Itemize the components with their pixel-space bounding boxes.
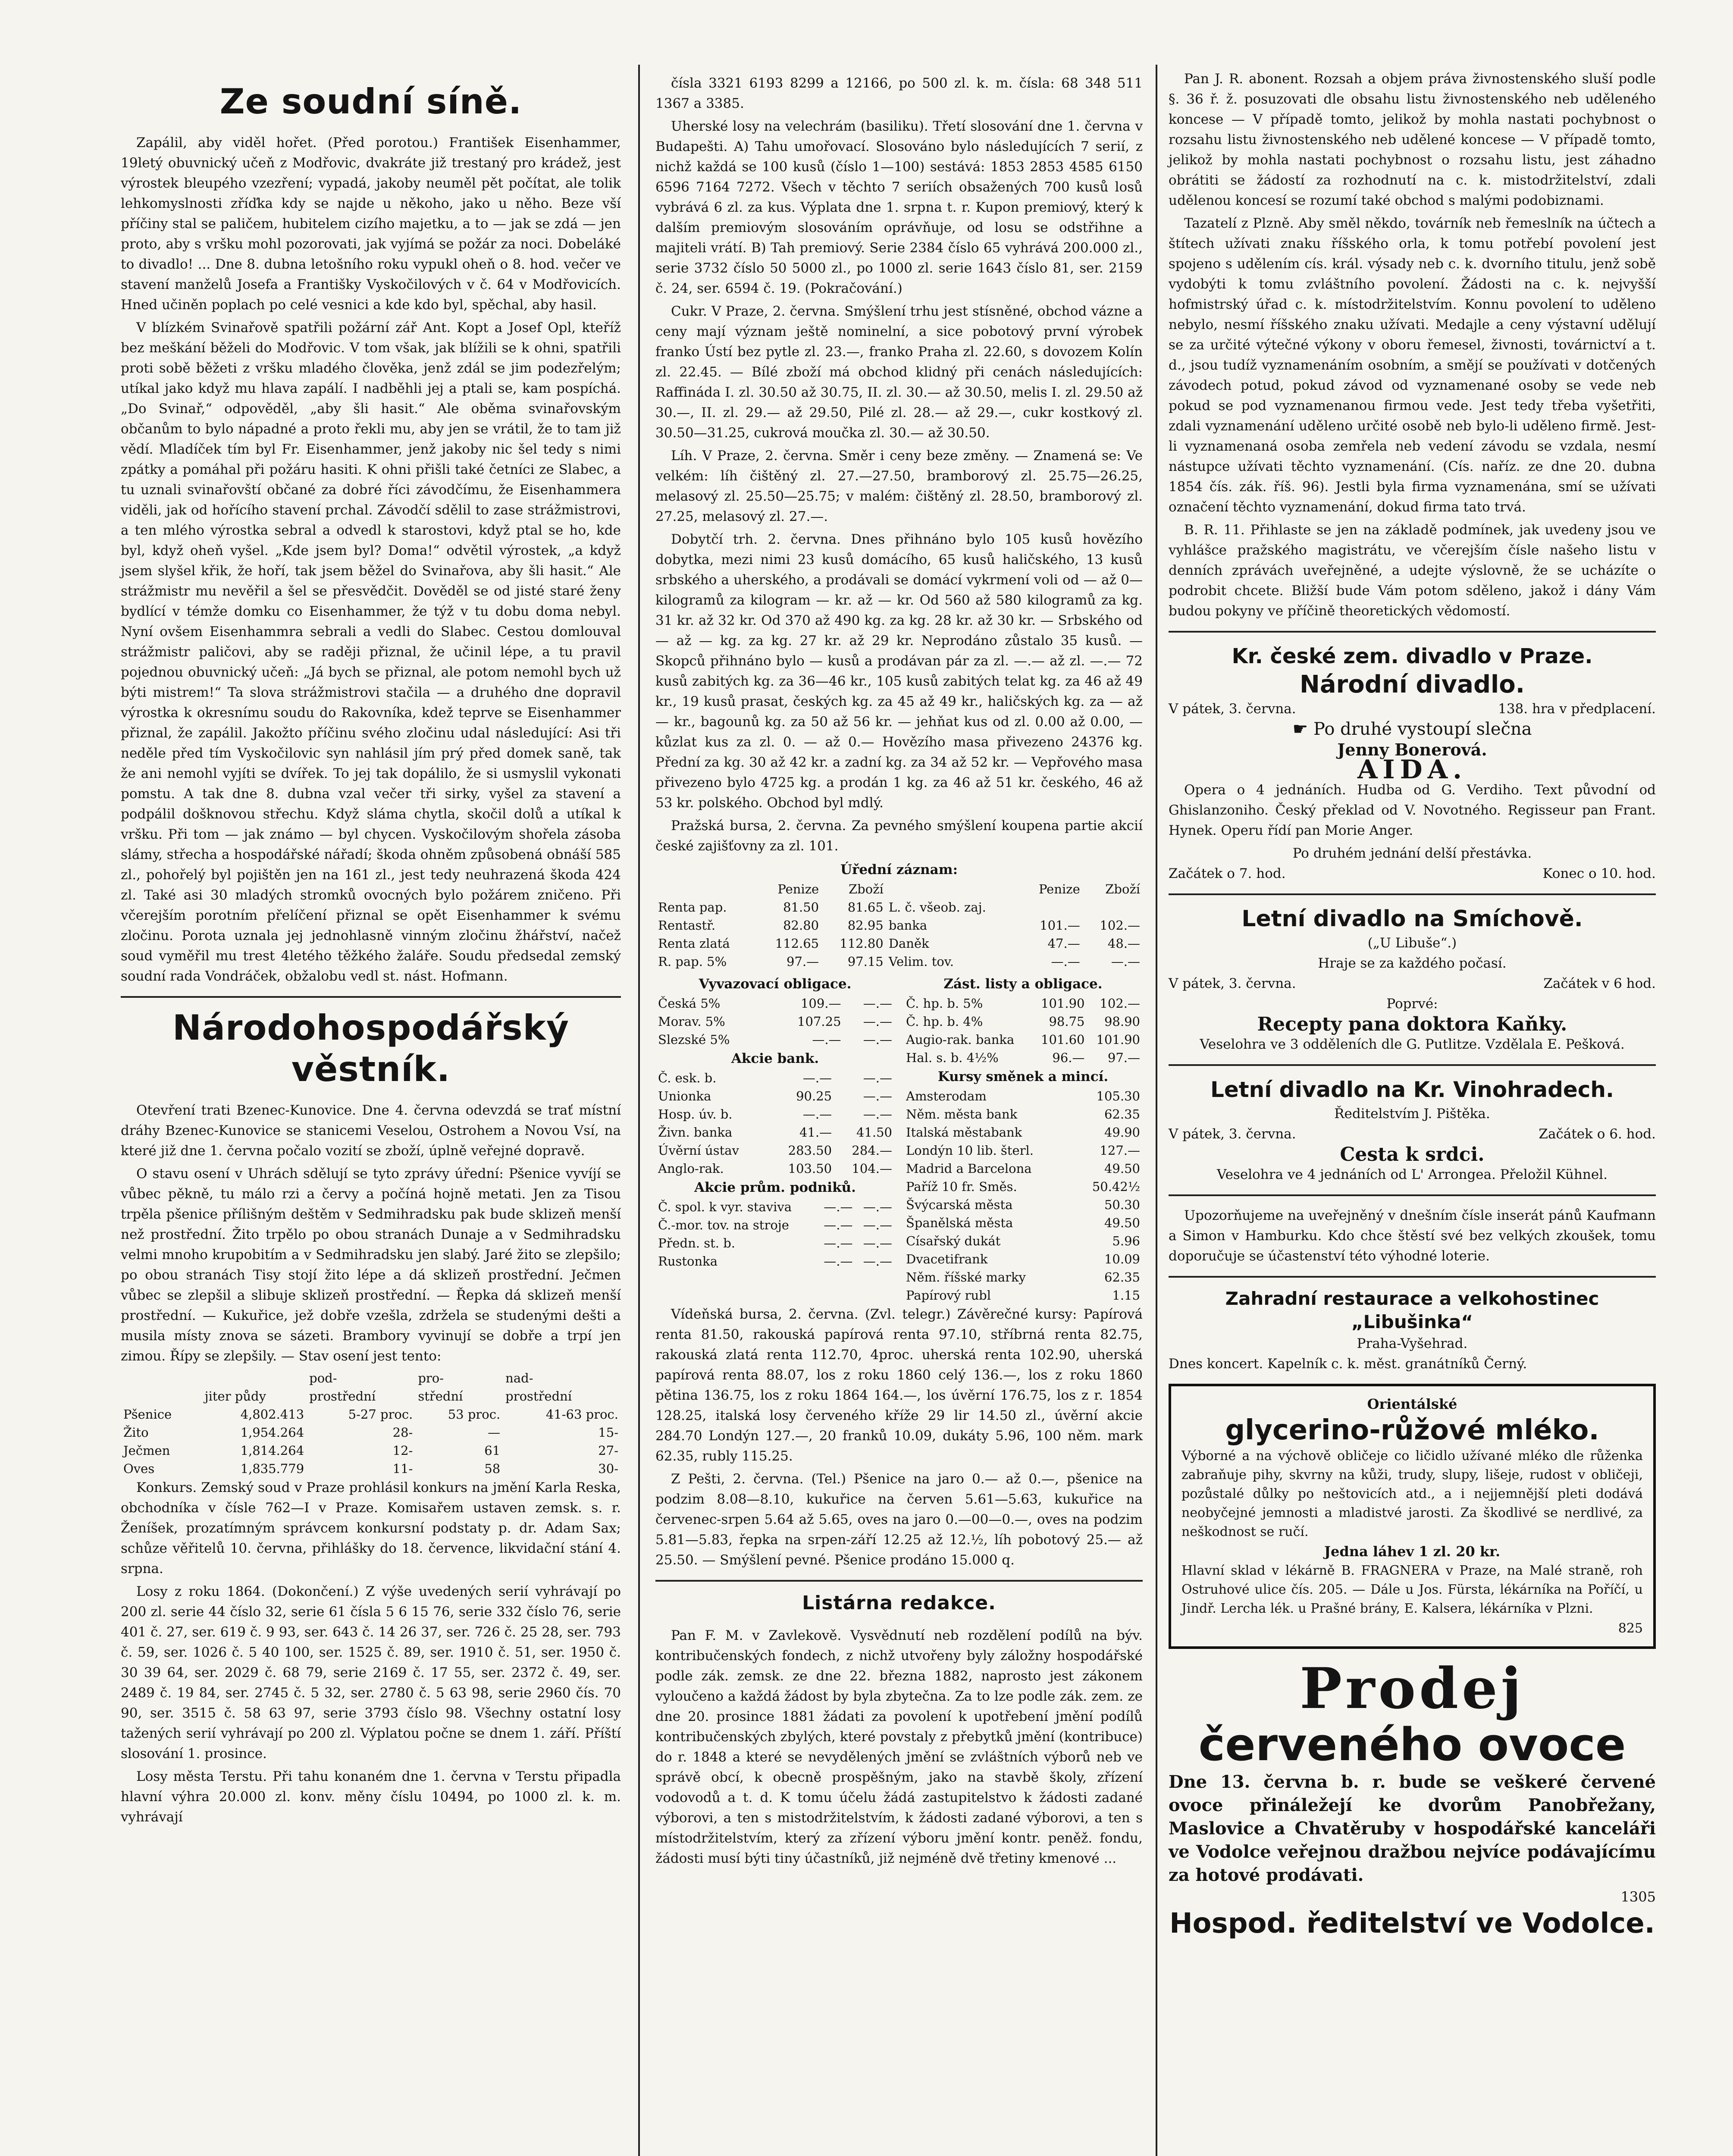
- table-cell: [1022, 898, 1083, 916]
- table-cell: Londýn 10 lib. šterl.: [906, 1143, 1034, 1158]
- table-cell: Renta pap.: [658, 900, 727, 915]
- table-cell: Rustonka: [658, 1254, 718, 1269]
- milk-ad: [1169, 1384, 1656, 1649]
- market-paragraph: Z Pešti, 2. června. (Tel.) Pšenice na jaro 0.— až 0.—, pšenice na podzim 8.08—8.10, kukuřice na červen 5.61—5.63, kukuřice na červenec-srpen 5.64 až 5.65, oves na jaro 0.—00—0.—, oves na podzim 5.81—5.83, řepka na srpen-září 12.25 až 12.½, líh pobotový 25.— až 25.50. — Smýšlení pevné. Pšenice prodáno 15.000 q.: [655, 1471, 1143, 1568]
- table-row: [655, 1198, 895, 1216]
- theatre-vinohrady-dateline: [1169, 1124, 1656, 1144]
- table-row: [903, 1141, 1143, 1159]
- table-cell: Úvěrní ústav: [658, 1143, 739, 1158]
- quotes-right: [903, 974, 1143, 1304]
- table-header-cell: nad-: [505, 1371, 533, 1385]
- table-cell: 97.—: [1107, 1050, 1140, 1065]
- table-cell: Anglo-rak.: [658, 1161, 724, 1176]
- table-cell: 5.96: [1112, 1234, 1140, 1248]
- table-header-row: [121, 1387, 621, 1405]
- table-header-cell: Penize: [777, 882, 819, 896]
- theatre-vinohrady-title: Letní divadlo na Kr. Vinohradech.: [1210, 1077, 1614, 1102]
- milk-ad-kicker: Orientálské: [1367, 1396, 1457, 1412]
- table-cell: 61: [484, 1443, 501, 1458]
- table-cell: 1,954.264: [240, 1425, 304, 1440]
- table-cell: —.—: [863, 1200, 892, 1214]
- table-cell: 5-27 proc.: [348, 1407, 413, 1422]
- table-row: [903, 1214, 1143, 1232]
- garden-text: Dnes koncert. Kapelník c. k. měst. granátníků Černý.: [1169, 1356, 1527, 1372]
- table-row: [903, 1178, 1143, 1196]
- table-cell: 58: [484, 1461, 501, 1476]
- table-cell: Paříž 10 fr. Směs.: [906, 1179, 1017, 1194]
- table-cell: 105.30: [1096, 1089, 1140, 1103]
- quotes-table: [655, 880, 1143, 971]
- bonds2-title: Zást. listy a obligace.: [943, 976, 1103, 992]
- table-cell: 102.—: [1100, 996, 1140, 1011]
- theatre-date: V pátek, 3. června.: [1169, 1126, 1296, 1142]
- theatre-guest: [1169, 719, 1656, 740]
- theatre-national-dateline: [1169, 699, 1656, 719]
- fx-table: [903, 1087, 1143, 1304]
- table-row: [655, 898, 1143, 916]
- table-cell: Dvacetifrank: [906, 1252, 988, 1266]
- shares-title: Akcie bank.: [731, 1051, 819, 1066]
- table-cell: Rentastř.: [658, 918, 716, 933]
- table-row: [903, 1031, 1143, 1049]
- quotes-title: Úřední záznam:: [840, 862, 958, 877]
- table-row: [655, 934, 1143, 953]
- prodej-sign: Hospod. ředitelství ve Vodolce.: [1169, 1908, 1655, 1940]
- table-cell: Česká 5%: [658, 996, 721, 1011]
- prodej-body: Dne 13. června b. r. bude se veškeré červené ovoce přináležejí ke dvorům Panobřežany, Maslovice a Chvatěruby v hospodářské kanceláři ve Vodolce veřejnou dražbou nejvíce podávajícímu za hotové prodávati.: [1169, 1772, 1656, 1885]
- table-cell: 49.50: [1104, 1216, 1140, 1230]
- listarna-title: Listárna redakce.: [802, 1592, 996, 1614]
- table-cell: 15-: [598, 1425, 618, 1440]
- table-cell: —.—: [863, 1089, 892, 1103]
- table-cell: 107.25: [797, 1014, 841, 1029]
- table-cell: 109.—: [800, 996, 841, 1011]
- table-cell: 41.50: [856, 1125, 892, 1140]
- table-row: [655, 1123, 895, 1141]
- table-cell: —.—: [863, 1218, 892, 1232]
- theatre-end: Konec o 10. hod.: [1542, 866, 1656, 881]
- table-row: [655, 1234, 895, 1252]
- table-cell: Papírový rubl: [906, 1288, 991, 1303]
- table-cell: 82.95: [847, 918, 884, 933]
- table-cell: 284.—: [852, 1143, 892, 1158]
- table-cell: 97.15: [847, 954, 884, 969]
- table-row: [903, 1049, 1143, 1067]
- shares-table: [655, 1069, 895, 1178]
- table-cell: 4,802.413: [240, 1407, 304, 1422]
- theatre-national-subtitle: Národní divadlo.: [1300, 671, 1525, 699]
- table-row: [655, 1012, 895, 1031]
- court-paragraph: Zapálil, aby viděl hořet. (Před porotou.) František Eisenhammer, 19letý obuvnický učeň z Modřovic, dvakráte již trestaný pro krádež, jest výrostek bleupého vzezření; vypadá, jakoby neuměl pět počítat, ale tolik lehkomyslnosti zříďka kdy se najde u někoho, jako u něho. Beze vší příčiny stal se paličem, hubitelem cizího majetku, a to — jak se zdá — jen proto, aby s vršku mohl pozorovati, jak vyjímá se požár za noci. Dobeláké to divadlo! ... Dne 8. dubna letošního roku vypukl oheň o 8. hod. večer ve stavení manželů Josefa a Františky Vyskočilových v č. 64 v Modřovicích. Hned učiněn poplach po celé vesnici a kde kdo byl, spěchal, aby hasil.: [121, 135, 621, 313]
- table-row: [903, 1159, 1143, 1178]
- section-divider: [121, 996, 621, 998]
- table-cell: Č. spol. k vyr. staviva: [658, 1200, 792, 1214]
- table-cell: Pšenice: [123, 1407, 172, 1422]
- table-cell: —.—: [863, 1071, 892, 1085]
- market-paragraph: Cukr. V Praze, 2. června. Smýšlení trhu jest stísněné, obchod vázne a ceny mají význam ještě nominelní, a sice pobotový první výrobek franko Ústí bez pytle zl. 23.—, franko Praha zl. 22.60, s dovozem Kolín zl. 22.45. — Bílé zboží má obchod klidný při cenách následujících: Raffináda I. zl. 30.50 až 30.75, II. zl. 30.— až 30.50, melis I. zl. 29.50 až 30.—, II. zl. 29.— až 29.50, Pilé zl. 28.— až 29.—, cukr kostkový zl. 30.50—31.25, cukrová moučka zl. 30.— až 30.50.: [655, 304, 1143, 441]
- section-divider: [1169, 631, 1656, 633]
- table-row: [903, 1268, 1143, 1286]
- table-row: [655, 1087, 895, 1105]
- reply-paragraph: B. R. 11. Přihlaste se jen na základě podmínek, jak uvedeny jsou ve vyhlášce pražského magistrátu, ve včerejším čísle našeho listu v denních zprávách uveřejněné, a udejte výslovně, že se ucházíte o podrobit chcete. Bližší bude Vám potom sděleno, jakož i dány Vám budou pokyny ve příčině theoretických vědomostí.: [1169, 522, 1656, 619]
- industry-title: Akcie prům. podniků.: [694, 1180, 856, 1195]
- table-cell: Morav. 5%: [658, 1014, 725, 1029]
- table-cell: —.—: [863, 1014, 892, 1029]
- table-cell: Renta zlatá: [658, 936, 730, 951]
- table-cell: Č. esk. b.: [658, 1071, 717, 1085]
- table-cell: 98.75: [1049, 1014, 1085, 1029]
- table-cell: 98.90: [1104, 1014, 1140, 1029]
- table-cell: 127.—: [1100, 1143, 1140, 1158]
- table-cell: Velim. tov.: [888, 954, 954, 969]
- quotes-left: [655, 974, 895, 1304]
- table-row: [655, 1105, 895, 1123]
- table-row: [655, 1216, 895, 1234]
- table-cell: 1.15: [1112, 1288, 1140, 1303]
- table-cell: Hal. s. b. 4½%: [906, 1050, 999, 1065]
- theatre-perf: 138. hra v předplacení.: [1498, 701, 1656, 717]
- table-cell: —.—: [824, 1200, 853, 1214]
- column-rule: [1156, 65, 1157, 2156]
- table-cell: 97.—: [787, 954, 819, 969]
- table-cell: Něm. města bank: [906, 1107, 1018, 1122]
- table-cell: 62.35: [1104, 1270, 1140, 1285]
- table-cell: Španělská města: [906, 1216, 1013, 1230]
- theatre-smichov-dateline: [1169, 974, 1656, 994]
- table-cell: 50.30: [1104, 1197, 1140, 1212]
- table-cell: Č. hp. b. 4%: [906, 1014, 983, 1029]
- milk-ad-body: Výborné a na výchově obličeje co ličidlo užívané mléko dle růženka zabraňuje pihy, skvrny na kůži, trudy, slupy, lišeje, rudost v obličeji, pozůstalé důlky po neštovicích atd., a i nejjemnější pleti dodává neobyčejné jemnosti a mladistvé jarosti. Za škodlivé se nerdlivé, za neškodnost se ručí.: [1181, 1448, 1643, 1539]
- table-cell: 49.90: [1104, 1125, 1140, 1140]
- table-cell: L. č. všeob. zaj.: [888, 900, 986, 915]
- table-cell: 49.50: [1104, 1161, 1140, 1176]
- industry-table: [655, 1198, 895, 1270]
- table-cell: Daněk: [888, 936, 929, 951]
- economy-paragraph: Losy města Terstu. Při tahu konaném dne 1. června v Terstu připadla hlavní výhra 20.000 zl. konv. měny číslu 10494, po 1000 zl. k. m. vyhrávají: [121, 1769, 621, 1825]
- table-row: [655, 953, 1143, 971]
- table-cell: 81.50: [783, 900, 819, 915]
- theatre-opera: AIDA.: [1357, 755, 1467, 785]
- table-cell: Něm. říšské marky: [906, 1270, 1026, 1285]
- table-header-cell: Zboží: [849, 882, 884, 896]
- table-header-cell: Zboží: [1105, 882, 1140, 896]
- economy-paragraph: Otevření trati Bzenec-Kunovice. Dne 4. června odevzdá se trať místní dráhy Bzenec-Kunovice se stanicemi Veselou, Ostrohem a Novou Vsí, na které již dne 1. června počalo vozití se zboží, úplně veřejné dopravě.: [121, 1103, 621, 1159]
- table-cell: 103.50: [788, 1161, 832, 1176]
- economy-paragraph: O stavu osení v Uhrách sdělují se tyto zprávy úřední: Pšenice vyvíjí se vůbec pěkně, tu málo rzi a červy a počíná hojně metati. Jen za Tisou trpěla pšenice přílišným deštěm v Sedmihradsku pak bude sklizeň menší než prostřední. Žito trpělo po obou stranách Dunaje a v Sedmihradsku velmi mnoho krupobitím a v Sedmihradsku jen slabý. Jaré žito se zlepšilo; po obou stranách Tisy stojí žito lépe a dá sklizeň prostřední. Ječmen vůbec se zlepšil a slibuje sklizeň prostřední. — Řepka dá sklizeň menší prostřední. — Kukuřice, jež dobře vzešla, zdržela se studenými dešti a musila místy znova se sázeti. Brambory vyvinují se dobře a trpí jen zimou. Řípy se zlepšily. — Stav osení jest tento:: [121, 1166, 621, 1364]
- theatre-smichov-desc: Veselohra ve 3 odděleních dle G. Putlitze. Vzdělala E. Pešková.: [1200, 1037, 1625, 1052]
- table-row: [655, 1252, 895, 1270]
- fx-title: Kursy směnek a mincí.: [937, 1069, 1109, 1084]
- prodej-title: Prodej: [1300, 1655, 1525, 1721]
- table-header-cell: pro-: [418, 1371, 444, 1385]
- table-cell: —.—: [863, 1254, 892, 1269]
- table-row: [903, 1087, 1143, 1105]
- bonds-table: [655, 994, 895, 1049]
- table-cell: —.—: [863, 1032, 892, 1047]
- theatre-smichov-play: Recepty pana doktora Kaňky.: [1257, 1013, 1567, 1035]
- table-header-cell: střední: [418, 1389, 463, 1404]
- table-cell: 101.60: [1041, 1032, 1085, 1047]
- pointing-hand-icon: ☛: [1292, 719, 1308, 739]
- table-header-cell: prostřední: [505, 1389, 572, 1404]
- market-paragraph: Vídeňská bursa, 2. června. (Zvl. telegr.) Závěrečné kursy: Papírová renta 81.50, rakouská papírová renta 97.10, stříbrná renta 82.75, rakouská zlatá renta 112.70, 4proc. uherská renta 102.90, uherská papírová renta 88.07, los z roku 1860 celý 136.—, los z roku 1860 pětina 136.75, los z roku 1864 164.—, los úvěrní 176.75, los z r. 1854 128.25, italská losy červeného kříže 29 lir 14.50 zl., úvěrní akcie 284.70 Londýn 127.—, 20 franků 10.09, dukáty 5.96, 100 něm. mark 62.35, rubly 115.25.: [655, 1307, 1143, 1464]
- table-cell: Madrid a Barcelona: [906, 1161, 1032, 1176]
- table-cell: Amsterodam: [906, 1089, 987, 1103]
- table-row: [121, 1423, 621, 1442]
- milk-ad-price: Jedna láhev 1 zl. 20 kr.: [1324, 1543, 1501, 1560]
- theatre-vinohrady-sub: Ředitelstvím J. Pištěka.: [1334, 1106, 1490, 1122]
- table-cell: —.—: [863, 996, 892, 1011]
- theatre-start: Začátek o 6. hod.: [1539, 1126, 1656, 1142]
- theatre-desc: Opera o 4 jednáních. Hudba od G. Verdiho. Text původní od Ghislanzoniho. Český překlad od V. Novotného. Regisseur pan Frant. Hynek. Operu řídí pan Morie Anger.: [1169, 782, 1656, 838]
- bonds-title: Vyvazovací obligace.: [699, 976, 852, 992]
- table-cell: 41.—: [799, 1125, 832, 1140]
- table-row: [903, 1286, 1143, 1304]
- garden-sub: Praha-Vyšehrad.: [1357, 1336, 1468, 1351]
- section-divider: [1169, 893, 1656, 895]
- table-cell: 101.90: [1041, 996, 1085, 1011]
- table-cell: 10.09: [1104, 1252, 1140, 1266]
- table-cell: Císařský dukát: [906, 1234, 1001, 1248]
- table-cell: 11-: [392, 1461, 413, 1476]
- section-divider: [1169, 1276, 1656, 1278]
- table-cell: 104.—: [852, 1161, 892, 1176]
- theatre-date: V pátek, 3. června.: [1169, 976, 1296, 991]
- table-cell: Předn. st. b.: [658, 1236, 735, 1250]
- court-section-title: Ze soudní síně.: [219, 81, 522, 122]
- table-cell: —.—: [812, 1032, 841, 1047]
- table-cell: 48.—: [1107, 936, 1140, 951]
- table-header-cell: prostřední: [309, 1389, 376, 1404]
- table-row: [121, 1442, 621, 1460]
- table-cell: —.—: [802, 1107, 832, 1122]
- theatre-vinohrady-desc: Veselohra ve 4 jednáních od L' Arrongea. Přeložil Kühnel.: [1217, 1167, 1608, 1182]
- table-cell: Slezské 5%: [658, 1032, 730, 1047]
- table-header-cell: pod-: [309, 1371, 337, 1385]
- theatre-smichov-note: Hraje se za každého počasí.: [1318, 956, 1507, 971]
- table-cell: 41-63 proc.: [545, 1407, 618, 1422]
- table-cell: 90.25: [796, 1089, 832, 1103]
- table-row: [655, 1159, 895, 1178]
- notice-paragraph: Upozorňujeme na uveřejněný v dnešním čísle inserát pánů Kaufmann a Simon v Hamburku. Kdo chce štěstí své bez velkých zkoušek, tomu doporučuje se účastenství této výhodné loterie.: [1169, 1208, 1656, 1264]
- table-cell: 30-: [598, 1461, 618, 1476]
- table-cell: 50.42½: [1092, 1179, 1140, 1194]
- table-header-cell: jiter půdy: [204, 1389, 266, 1404]
- table-row: [655, 1031, 895, 1049]
- prodej-number: 1305: [1620, 1889, 1656, 1905]
- economy-paragraph: Konkurs. Zemský soud v Praze prohlásil konkurs na jmění Karla Reska, obchodníka v čísle 762—I v Praze. Komisařem ustaven zemsk. s. r. Ženíšek, prozatímným správcem konkursní podstaty p. dr. Adam Sax; schůze věřitelů 10. června, přihlášky do 18. července, likvidační stání 4. srpna.: [121, 1480, 621, 1576]
- table-cell: 62.35: [1104, 1107, 1140, 1122]
- table-header-row: [121, 1369, 621, 1387]
- reply-paragraph: Tazatelí z Plzně. Aby směl někdo, továrník neb řemeslník na účtech a štítech užívati znaku říšského orla, k tomu potřebí povolení jest spojeno s udělením cís. král. výsady neb c. k. dvorního titulu, jenž sobě vydobýti k tomu zvláštního povolení. Žádosti na c. k. nejvyšší hofmistrský úřad c. k. místodržitelstvím. Konnu povolení to uděleno nebylo, nesmí říšského znaku užívati. Medajle a ceny výstavní udělují se za určité výtečné výkony v oboru řemesel, živnosti, továrnictví a t. d., jsou tudíž vyznamenáním osobním, a smějí se používati v dotčených závodech potud, pokud závod od vyznamenané osoby se vede neb pokud se pod vyznamenanou firmou vede. Jest tedy třeba vyšetřiti, zdali vyznamenání uděleno určité osobě neb bylo-li uděleno firmě. Jest-li vyznamenaná osoba zemřela neb vedení závodu se vzdala, nesmí nástupce užívati těchto vyznamenání. (Cís. naříz. ze dne 20. dubna 1854 čís. zák. říš. 96). Jestli byla firma vyznamenána, smí se užívati označení těchto vyznamenání, dokud firma tato trvá.: [1169, 216, 1656, 515]
- theatre-vinohrady-play: Cesta k srdci.: [1340, 1144, 1485, 1166]
- table-cell: —.—: [1111, 954, 1140, 969]
- table-cell: 12-: [392, 1443, 413, 1458]
- table-cell: 112.80: [840, 936, 884, 951]
- court-paragraph: V blízkém Svinařově spatřili požární zář Ant. Kopt a Josef Opl, kteříž bez meškání běželi do Modřovic. V tom však, jak blížili se k ohni, spatřili proti sobě běžeti z vršku mladého člověka, jenž zdál se jim podezřelým; utíkal jako když mu hlava zapálí. I nadběhli jej a ptali se, kam pospíchá. „Do Svinař,“ odpověděl, „aby šli hasit.“ Ale oběma svinařovským občanům to bylo nápadné a proto řekli mu, aby jen se vrátil, že to tam již vědí. Mladíček tím byl Fr. Eisenhammer, jenž jakoby nic šel tedy s nimi zpátky a pomáhal při požáru hasiti. K ohni přišli také četníci ze Slabec, a tu uznali svinařovští občané za dobré říci závodčímu, že Eisenhammera viděli, jak od hořícího stavení prchal. Závodčí sdělil to zase strážmistrovi, a ten mlého výrostka sebral a odvedl k starostovi, když ptal se ho, kde byl, když oheň vyšel. „Kde jsem byl? Doma!“ odvětil výrostek, „a když jsem slyšel křik, že hoří, tak jsem běžel do Svinařova, aby šli hasit.“ Ale strážmistr mu nevěřil a šel se přesvědčit. Dověděl se od jisté staré ženy bydlící v témže domku co Eisenhammer, že týž v tu dobu doma nebyl. Nyní ovšem Eisenhammra sebrali a vedli do Slabec. Cestou domlouval strážmistr paličovi, aby se raději přiznal, že učinil lépe, a tu pravil pojednou obuvnický učeň: „Já bych se přiznal, ale potom nemohl bych už býti mistrem!“ Ta slova strážmistrovi stačila — a druhého dne dopravil výrostka k okresnímu soudu do Rakovníka, kdež teprve se Eisenhammer přiznal, že zapálil. Jakožto příčinu svého zločinu udal následující: Asi tři neděle před tím Vyskočilovic syn nahlásil jím prý před domek saně, tak že ani nemohl vyjíti se dvířek. To jej tak dopálilo, že si usmyslil vykonati pomstu. A tak dne 8. dubna vzal večer tři sirky, vyšel za stavení a podpálil došknovou střechu. Když sláma chytla, skočil dolů a utíkal k vršku. Při tom — jak známo — byl chycen. Vyskočilovým shořela zásoba slámy, střecha a hospodářské nářadí; škoda ohněm způsobená obnáší 585 zl., pohořelý byl pojištěn jen na 161 zl., jest tedy neuhrazená škoda 424 zl. Také asi 30 mladých stromků ovocných bylo požárem zničeno. Při včerejším porotním přelíčení přiznal se opět Eisenhammer k svému zločinu. Porota uznala jej jednohlasně vinným zločinu žhářství, načež soud vyměřil mu trest 4letého těžkého žaláře. Soudu předsedal zemský soudní rada Vondráček, obžalobu vedl st. nást. Hofmann.: [121, 320, 621, 984]
- milk-ad-number: 825: [1618, 1621, 1643, 1636]
- table-row: [903, 994, 1143, 1012]
- table-row: [903, 1232, 1143, 1250]
- prodej-subtitle: červeného ovoce: [1198, 1718, 1626, 1771]
- reply-paragraph: Pan J. R. abonent. Rozsah a objem práva živnostenského sluší podle §. 36 ř. ž. posuzovati dle obsahu listu živnostenského neb uděleného koncese — V případě tomto, jelikož by mohla nastati pochybnost o rozsahu listu živnostenského neb udělené koncese — V případě tomto, jelikož by mohla nastati pochybnost o rozsahu listu, jest záhadno obrátiti se žádostí za rozhodnutí na c. k. mistodržitelství, zdali udělenou koncesí se rozumí také obchod s malými podobiznami.: [1169, 71, 1656, 208]
- table-cell: 47.—: [1047, 936, 1080, 951]
- table-cell: Augio-rak. banka: [906, 1032, 1015, 1047]
- table-cell: 1,835.779: [240, 1461, 304, 1476]
- table-cell: Č. hp. b. 5%: [906, 996, 983, 1011]
- table-row: [903, 1250, 1143, 1268]
- market-paragraph: čísla 3321 6193 8299 a 12166, po 500 zl. k. m. čísla: 68 348 511 1367 a 3385.: [655, 75, 1143, 111]
- table-row: [655, 916, 1143, 934]
- table-cell: 112.65: [775, 936, 819, 951]
- column-2: [655, 73, 1143, 1871]
- theatre-national-title: Kr. české zem. divadlo v Praze.: [1232, 644, 1593, 668]
- table-cell: 28-: [392, 1425, 413, 1440]
- crop-table: [121, 1369, 621, 1478]
- market-paragraph: Pražská bursa, 2. června. Za pevného smýšlení koupena partie akcií české zajišťovny za zl. 101.: [655, 818, 1143, 854]
- table-row: [903, 1105, 1143, 1123]
- table-cell: —: [488, 1425, 501, 1440]
- table-cell: 283.50: [788, 1143, 832, 1158]
- table-cell: Unionka: [658, 1089, 711, 1103]
- table-cell: —.—: [863, 1107, 892, 1122]
- theatre-start: Začátek o 7. hod.: [1169, 866, 1286, 881]
- table-cell: —.—: [1051, 954, 1080, 969]
- table-row: [655, 994, 895, 1012]
- table-cell: 102.—: [1100, 918, 1140, 933]
- table-row: [903, 1196, 1143, 1214]
- bonds2-table: [903, 994, 1143, 1067]
- theatre-smichov-sub: („U Libuše“.): [1367, 935, 1457, 951]
- table-cell: 27-: [598, 1443, 618, 1458]
- table-cell: —.—: [824, 1218, 853, 1232]
- table-header-cell: [121, 1369, 202, 1387]
- table-cell: Ječmen: [123, 1443, 170, 1458]
- theatre-start: Začátek v 6 hod.: [1543, 976, 1656, 991]
- section-divider: [1169, 1064, 1656, 1066]
- table-cell: banka: [888, 918, 928, 933]
- table-cell: —.—: [802, 1071, 832, 1085]
- table-row: [903, 1123, 1143, 1141]
- table-cell: 101.—: [1040, 918, 1080, 933]
- quotes-columns: [655, 974, 1143, 1304]
- table-row: [903, 1012, 1143, 1031]
- table-cell: —.—: [863, 1236, 892, 1250]
- table-cell: —.—: [824, 1254, 853, 1269]
- market-paragraph: Dobytčí trh. 2. června. Dnes přihnáno bylo 105 kusů hovězího dobytka, mezi nimi 23 kusů domácího, 65 kusů haličského, 13 kusů srbského a uherského, a prodávali se domácí vykrmení voli od — až 0— kilogramů za kilogram — kr. až — kr. Od 560 až 580 kilogramů za kg. 31 kr. až 32 kr. Od 370 až 490 kg. za kg. 28 kr. až 30 kr. — Srbského od — až — kg. za kg. 27 kr. až 29 kr. Neprodáno zůstalo 35 kusů. — Skopců přihnáno bylo — kusů a prodávan pár za zl. —.— až zl. —.— 72 kusů zabitých kg. za 36—46 kr., 105 kusů zabitých telat kg. za 46 až 49 kr., 19 kusů prasat, českých kg. za 45 až 49 kr., haličských kg. za — až — kr., bagounů kg. za 50 až 56 kr. — jehňat kus od zl. 0.00 až 0.00, — kůzlat kus za zl. 0. — až 0.— Hovězího masa přivezeno 24376 kg. Přední za kg. 30 až 42 kr. a zadní kg. za 34 až 52 kr. — Vepřového masa přivezeno bylo 4725 kg. a prodán 1 kg. za 46 až 51 kr. českého, 46 až 53 kr. polského. Obchod byl mdlý.: [655, 532, 1143, 811]
- table-cell: [1083, 898, 1143, 916]
- table-cell: Oves: [123, 1461, 155, 1476]
- theatre-smichov-guest: Poprvé:: [1386, 996, 1438, 1012]
- table-cell: Italská městabank: [906, 1125, 1022, 1140]
- theatre-smichov-title: Letní divadlo na Smíchově.: [1241, 906, 1583, 932]
- theatre-date: V pátek, 3. června.: [1169, 701, 1296, 717]
- section-divider: [1169, 1194, 1656, 1196]
- column-1: [121, 73, 621, 1830]
- table-cell: Hosp. úv. b.: [658, 1107, 733, 1122]
- table-cell: 96.—: [1052, 1050, 1085, 1065]
- theatre-guest-text: Po druhé vystoupí slečna: [1313, 719, 1532, 739]
- table-row: [655, 1141, 895, 1159]
- economy-paragraph: Losy z roku 1864. (Dokončení.) Z výše uvedených serií vyhrávají po 200 zl. serie 44 číslo 32, serie 61 čísla 5 6 15 76, serie 332 číslo 76, serie 401 č. 27, ser. 619 č. 9 93, ser. 643 č. 14 26 37, ser. 726 č. 25 28, ser. 793 č. 59, ser. 1026 č. 5 40 100, ser. 1525 č. 89, ser. 1910 č. 51, ser. 1950 č. 30 39 64, ser. 2029 č. 68 79, serie 2169 č. 17 55, ser. 2372 č. 49, ser. 2489 č. 19 84, ser. 2745 č. 5 32, ser. 2780 č. 5 63 98, serie 2960 čís. 70 90, ser. 3515 č. 58 63 97, serie 3793 číslo 98. Všechny ostatní losy tažených serií vyhrávají po 200 zl. Výplatou počne se dnem 1. září. Příští slosování 1. prosince.: [121, 1584, 621, 1761]
- milk-ad-title: glycerino-růžové mléko.: [1225, 1414, 1599, 1446]
- table-cell: Živn. banka: [658, 1125, 733, 1140]
- table-header-cell: Penize: [1038, 882, 1080, 896]
- table-cell: 1,814.264: [240, 1443, 304, 1458]
- table-cell: 101.90: [1096, 1032, 1140, 1047]
- column-3: [1169, 69, 1656, 1940]
- milk-ad-shop: Hlavní sklad v lékárně B. FRAGNERA v Praze, na Malé straně, roh Ostruhové ulice čís. 205. — Dále u Jos. Fürsta, lékárníka na Poříčí, u Jindř. Lercha lék. u Prašné brány, E. Kalsera, lékárníka v Plzni.: [1181, 1563, 1643, 1616]
- table-row: [121, 1405, 621, 1423]
- garden-title: Zahradní restaurace a velkohostinec „Libušinka“: [1225, 1288, 1599, 1332]
- table-cell: Švýcarská města: [906, 1197, 1013, 1212]
- economy-section-title: Národohospodářský věstník.: [172, 1008, 569, 1089]
- table-cell: 53 proc.: [448, 1407, 501, 1422]
- table-cell: —.—: [824, 1236, 853, 1250]
- table-row: [121, 1460, 621, 1478]
- theatre-guest-name: Jenny Bonerová.: [1337, 740, 1487, 759]
- table-cell: R. pap. 5%: [658, 954, 727, 969]
- table-row: [655, 1069, 895, 1087]
- theatre-note: Po druhém jednání delší přestávka.: [1292, 846, 1532, 861]
- table-cell: 81.65: [847, 900, 884, 915]
- market-paragraph: Uherské losy na velechrám (basiliku). Třetí slosování dne 1. června v Budapešti. A) Tahu umořovací. Slosováno bylo následujících 7 serií, z nichž každá se 100 kusů (číslo 1—100) sestává: 1853 2853 4585 6150 6596 7164 7272. Všech v těchto 7 seriích obsažených 700 kusů losů vybrává 6 zl. za kus. Výplata dne 1. srpna t. r. Kupon premiový, který k dalším premiovým slosováním oprávňuje, od losu se odstřihne a majiteli vrátí. B) Tah premiový. Serie 2384 číslo 65 vyhrává 200.000 zl., serie 3732 číslo 50 5000 zl., po 1000 zl. serie 1643 číslo 81, ser. 2159 č. 24, ser. 6594 č. 19. (Pokračování.): [655, 119, 1143, 296]
- theatre-times: [1169, 864, 1656, 884]
- table-header-row: [655, 880, 1143, 898]
- market-paragraph: Líh. V Praze, 2. června. Směr i ceny beze změny. — Znamená se: Ve velkém: líh čištěný zl. 27.—27.50, bramborový zl. 25.75—26.25, melasový zl. 25.50—25.75; v malém: čištěný zl. 28.50, bramborový zl. 27.25, melasový zl. 27.—.: [655, 448, 1143, 524]
- column-rule: [638, 65, 640, 2156]
- table-cell: Č.-mor. tov. na stroje: [658, 1218, 789, 1232]
- listarna-paragraph: Pan F. M. v Zavlekově. Vysvědnutí neb rozdělení podílů na býv. kontribučenských fondech, z nichž utvořeny byly záložny hospodářské podle zák. zemsk. ze dne 22. března 1882, naprosto jest zákonem vyloučeno a každá žádost by byla zbytečna. Za to lze podle zák. zem. ze dne 20. prosince 1881 žádati za povolení k upotřebení jmění podílů kontribučenských zbylých, které povstaly z přebytků jmění (kontribuce) do r. 1848 a které se nevydělených jmění se zvláštních výborů neb ve správě obcí, k obecně prospěšným, jako na stavbě školy, zřízení vodovodů a t. d. K tomu účelu žádá zastupitelstvo k žádosti zadané výborovi, a ten s mistodržitelstvím, k žádosti zadané výborovi, a ten s místodržitelstvím, který za zřízení výboru jmění kontr. peněž. fondu, žádosti musí býti tiny účastníků, již nejméně dvě třetiny kmenové ...: [655, 1628, 1143, 1866]
- table-cell: Žito: [123, 1425, 149, 1440]
- section-divider: [655, 1580, 1143, 1582]
- table-cell: 82.80: [783, 918, 819, 933]
